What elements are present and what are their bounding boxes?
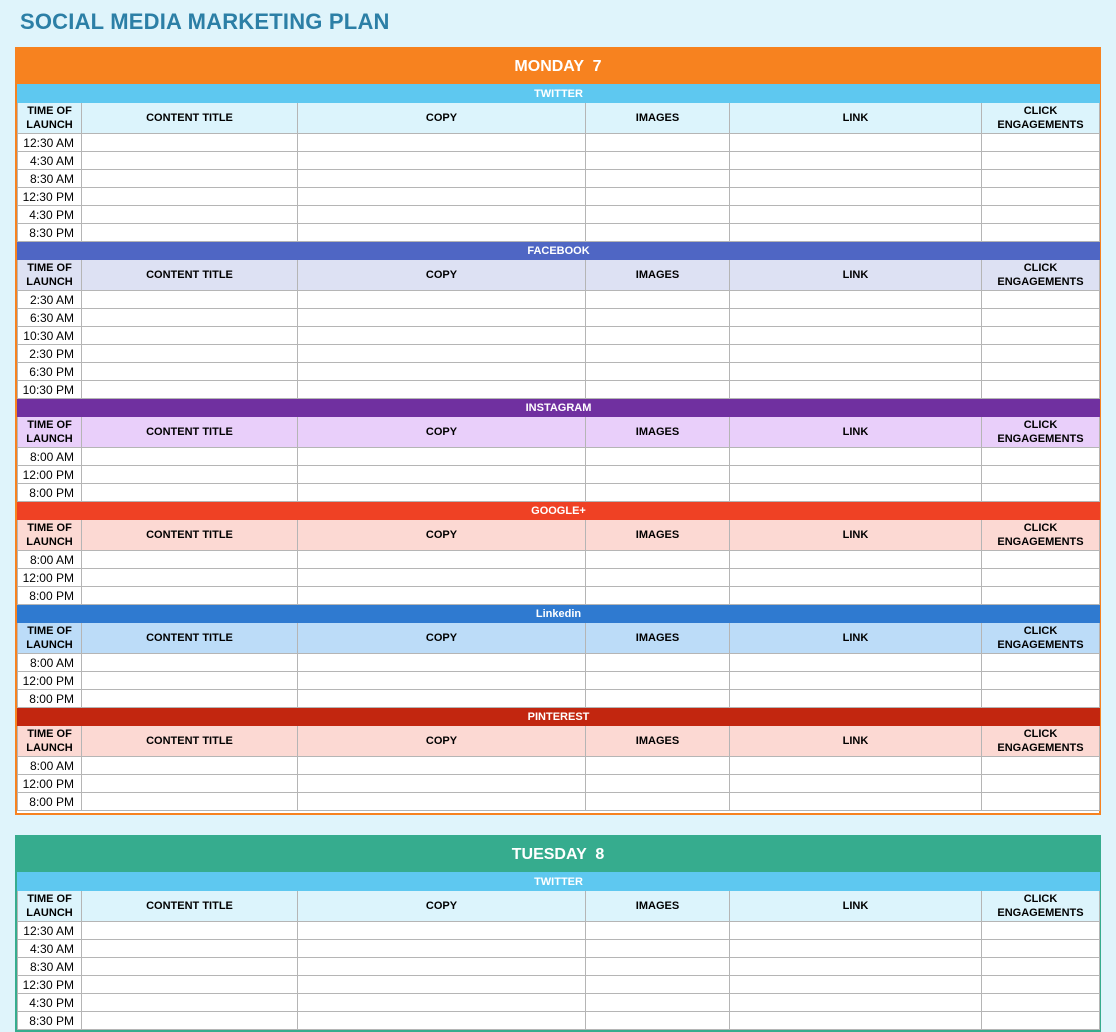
time-cell: 6:30 AM (18, 309, 82, 327)
empty-cell[interactable] (586, 381, 730, 399)
column-header-row (18, 726, 1100, 757)
empty-cell[interactable] (82, 345, 298, 363)
column-header: CONTENT TITLE (82, 103, 298, 134)
column-header: IMAGES (586, 520, 730, 551)
column-header-row (18, 623, 1100, 654)
empty-cell[interactable] (982, 327, 1100, 345)
time-cell: 8:00 PM (18, 587, 82, 605)
column-header: CLICK ENGAGEMENTS (982, 726, 1100, 757)
time-cell: 2:30 PM (18, 345, 82, 363)
empty-cell[interactable] (730, 672, 982, 690)
time-cell: 8:00 AM (18, 654, 82, 672)
empty-cell[interactable] (730, 940, 982, 958)
column-header: CLICK ENGAGEMENTS (982, 623, 1100, 654)
empty-cell[interactable] (82, 587, 298, 605)
empty-cell[interactable] (298, 345, 586, 363)
empty-cell[interactable] (82, 170, 298, 188)
table-row (18, 206, 1100, 224)
table-row (18, 188, 1100, 206)
day-section (15, 835, 1101, 1032)
empty-cell[interactable] (982, 587, 1100, 605)
time-cell: 12:00 PM (18, 775, 82, 793)
empty-cell[interactable] (298, 484, 586, 502)
empty-cell[interactable] (298, 206, 586, 224)
empty-cell[interactable] (982, 363, 1100, 381)
table-row (18, 363, 1100, 381)
empty-cell[interactable] (298, 569, 586, 587)
empty-cell[interactable] (82, 327, 298, 345)
empty-cell[interactable] (586, 309, 730, 327)
column-header: CONTENT TITLE (82, 726, 298, 757)
empty-cell[interactable] (982, 206, 1100, 224)
column-header: LINK (730, 623, 982, 654)
empty-cell[interactable] (730, 466, 982, 484)
empty-cell[interactable] (298, 466, 586, 484)
empty-cell[interactable] (82, 484, 298, 502)
empty-cell[interactable] (82, 1012, 298, 1030)
empty-cell[interactable] (982, 448, 1100, 466)
empty-cell[interactable] (982, 188, 1100, 206)
empty-cell[interactable] (82, 448, 298, 466)
column-header: COPY (298, 260, 586, 291)
table-row (18, 224, 1100, 242)
empty-cell[interactable] (730, 363, 982, 381)
empty-cell[interactable] (82, 466, 298, 484)
column-header: IMAGES (586, 891, 730, 922)
day-section (15, 47, 1101, 815)
empty-cell[interactable] (82, 793, 298, 811)
empty-cell[interactable] (586, 466, 730, 484)
empty-cell[interactable] (982, 551, 1100, 569)
empty-cell[interactable] (586, 291, 730, 309)
empty-cell[interactable] (730, 976, 982, 994)
empty-cell[interactable] (982, 1012, 1100, 1030)
empty-cell[interactable] (82, 551, 298, 569)
table-row (18, 309, 1100, 327)
time-cell: 8:30 AM (18, 170, 82, 188)
empty-cell[interactable] (298, 224, 586, 242)
platform-label: PINTEREST (18, 708, 1100, 726)
column-header: LINK (730, 520, 982, 551)
column-header: COPY (298, 520, 586, 551)
empty-cell[interactable] (586, 976, 730, 994)
column-header-row (18, 260, 1100, 291)
empty-cell[interactable] (730, 994, 982, 1012)
column-header: CLICK ENGAGEMENTS (982, 417, 1100, 448)
time-cell: 8:00 PM (18, 690, 82, 708)
platform-row (18, 502, 1100, 520)
empty-cell[interactable] (82, 654, 298, 672)
time-cell: 8:00 PM (18, 793, 82, 811)
empty-cell[interactable] (730, 188, 982, 206)
table-row (18, 1012, 1100, 1030)
empty-cell[interactable] (82, 134, 298, 152)
time-cell: 8:00 AM (18, 551, 82, 569)
table-row (18, 448, 1100, 466)
table-row (18, 793, 1100, 811)
empty-cell[interactable] (982, 170, 1100, 188)
empty-cell[interactable] (82, 224, 298, 242)
platform-row (18, 605, 1100, 623)
empty-cell[interactable] (730, 224, 982, 242)
column-header: COPY (298, 623, 586, 654)
day-header: TUESDAY 8 (17, 837, 1099, 872)
column-header: IMAGES (586, 623, 730, 654)
table-row (18, 381, 1100, 399)
empty-cell[interactable] (82, 291, 298, 309)
empty-cell[interactable] (82, 690, 298, 708)
page-title: SOCIAL MEDIA MARKETING PLAN (20, 9, 390, 34)
empty-cell[interactable] (730, 958, 982, 976)
empty-cell[interactable] (298, 170, 586, 188)
empty-cell[interactable] (586, 994, 730, 1012)
platform-row (18, 399, 1100, 417)
column-header: TIME OF LAUNCH (18, 726, 82, 757)
empty-cell[interactable] (586, 569, 730, 587)
time-cell: 8:30 AM (18, 958, 82, 976)
platform-label: TWITTER (18, 873, 1100, 891)
empty-cell[interactable] (982, 381, 1100, 399)
empty-cell[interactable] (982, 466, 1100, 484)
schedule-table (17, 84, 1100, 811)
empty-cell[interactable] (730, 381, 982, 399)
column-header: CLICK ENGAGEMENTS (982, 260, 1100, 291)
schedule-table (17, 872, 1100, 1030)
column-header: CONTENT TITLE (82, 520, 298, 551)
empty-cell[interactable] (82, 152, 298, 170)
empty-cell[interactable] (82, 309, 298, 327)
empty-cell[interactable] (982, 940, 1100, 958)
empty-cell[interactable] (586, 206, 730, 224)
empty-cell[interactable] (298, 327, 586, 345)
empty-cell[interactable] (730, 690, 982, 708)
empty-cell[interactable] (82, 940, 298, 958)
empty-cell[interactable] (586, 654, 730, 672)
empty-cell[interactable] (586, 484, 730, 502)
empty-cell[interactable] (298, 672, 586, 690)
empty-cell[interactable] (982, 994, 1100, 1012)
time-cell: 12:30 AM (18, 134, 82, 152)
empty-cell[interactable] (586, 327, 730, 345)
empty-cell[interactable] (586, 672, 730, 690)
time-cell: 12:00 PM (18, 569, 82, 587)
empty-cell[interactable] (298, 994, 586, 1012)
day-header: MONDAY 7 (17, 49, 1099, 84)
table-row (18, 672, 1100, 690)
empty-cell[interactable] (982, 793, 1100, 811)
empty-cell[interactable] (298, 958, 586, 976)
empty-cell[interactable] (82, 569, 298, 587)
column-header: IMAGES (586, 417, 730, 448)
empty-cell[interactable] (730, 551, 982, 569)
empty-cell[interactable] (586, 224, 730, 242)
empty-cell[interactable] (82, 976, 298, 994)
table-row (18, 757, 1100, 775)
empty-cell[interactable] (82, 188, 298, 206)
empty-cell[interactable] (586, 587, 730, 605)
time-cell: 4:30 PM (18, 206, 82, 224)
empty-cell[interactable] (586, 152, 730, 170)
platform-row (18, 873, 1100, 891)
empty-cell[interactable] (730, 448, 982, 466)
table-row (18, 922, 1100, 940)
empty-cell[interactable] (730, 484, 982, 502)
empty-cell[interactable] (730, 152, 982, 170)
empty-cell[interactable] (586, 757, 730, 775)
empty-cell[interactable] (298, 587, 586, 605)
time-cell: 12:30 PM (18, 976, 82, 994)
empty-cell[interactable] (298, 152, 586, 170)
time-cell: 4:30 PM (18, 994, 82, 1012)
time-cell: 12:00 PM (18, 672, 82, 690)
column-header-row (18, 103, 1100, 134)
empty-cell[interactable] (730, 309, 982, 327)
empty-cell[interactable] (298, 188, 586, 206)
table-row (18, 291, 1100, 309)
empty-cell[interactable] (586, 188, 730, 206)
empty-cell[interactable] (730, 206, 982, 224)
empty-cell[interactable] (982, 134, 1100, 152)
column-header: LINK (730, 417, 982, 448)
empty-cell[interactable] (298, 654, 586, 672)
table-row (18, 466, 1100, 484)
table-row (18, 940, 1100, 958)
empty-cell[interactable] (982, 690, 1100, 708)
empty-cell[interactable] (298, 793, 586, 811)
empty-cell[interactable] (730, 793, 982, 811)
empty-cell[interactable] (586, 775, 730, 793)
empty-cell[interactable] (298, 381, 586, 399)
empty-cell[interactable] (298, 363, 586, 381)
empty-cell[interactable] (982, 672, 1100, 690)
empty-cell[interactable] (982, 291, 1100, 309)
column-header: TIME OF LAUNCH (18, 520, 82, 551)
time-cell: 4:30 AM (18, 152, 82, 170)
column-header: COPY (298, 726, 586, 757)
empty-cell[interactable] (730, 587, 982, 605)
table-row (18, 327, 1100, 345)
empty-cell[interactable] (730, 291, 982, 309)
platform-row (18, 242, 1100, 260)
column-header: TIME OF LAUNCH (18, 623, 82, 654)
empty-cell[interactable] (298, 775, 586, 793)
time-cell: 10:30 AM (18, 327, 82, 345)
empty-cell[interactable] (82, 757, 298, 775)
table-row (18, 958, 1100, 976)
empty-cell[interactable] (586, 958, 730, 976)
empty-cell[interactable] (586, 922, 730, 940)
time-cell: 12:30 AM (18, 922, 82, 940)
empty-cell[interactable] (298, 922, 586, 940)
column-header: IMAGES (586, 726, 730, 757)
column-header: COPY (298, 891, 586, 922)
table-row (18, 690, 1100, 708)
empty-cell[interactable] (298, 757, 586, 775)
time-cell: 6:30 PM (18, 363, 82, 381)
empty-cell[interactable] (730, 569, 982, 587)
table-row (18, 345, 1100, 363)
column-header: CLICK ENGAGEMENTS (982, 891, 1100, 922)
table-row (18, 551, 1100, 569)
column-header-row (18, 417, 1100, 448)
empty-cell[interactable] (730, 327, 982, 345)
column-header: TIME OF LAUNCH (18, 891, 82, 922)
empty-cell[interactable] (586, 551, 730, 569)
empty-cell[interactable] (82, 994, 298, 1012)
column-header: CLICK ENGAGEMENTS (982, 520, 1100, 551)
empty-cell[interactable] (730, 170, 982, 188)
empty-cell[interactable] (586, 1012, 730, 1030)
empty-cell[interactable] (298, 291, 586, 309)
table-row (18, 994, 1100, 1012)
platform-label: GOOGLE+ (18, 502, 1100, 520)
empty-cell[interactable] (982, 152, 1100, 170)
empty-cell[interactable] (982, 654, 1100, 672)
empty-cell[interactable] (82, 672, 298, 690)
empty-cell[interactable] (586, 793, 730, 811)
empty-cell[interactable] (982, 922, 1100, 940)
column-header: CONTENT TITLE (82, 891, 298, 922)
empty-cell[interactable] (82, 958, 298, 976)
empty-cell[interactable] (982, 757, 1100, 775)
empty-cell[interactable] (586, 690, 730, 708)
empty-cell[interactable] (298, 134, 586, 152)
column-header: LINK (730, 260, 982, 291)
empty-cell[interactable] (586, 940, 730, 958)
column-header: TIME OF LAUNCH (18, 103, 82, 134)
empty-cell[interactable] (730, 1012, 982, 1030)
empty-cell[interactable] (730, 134, 982, 152)
empty-cell[interactable] (298, 690, 586, 708)
table-row (18, 170, 1100, 188)
platform-label: TWITTER (18, 85, 1100, 103)
platform-label: FACEBOOK (18, 242, 1100, 260)
empty-cell[interactable] (982, 976, 1100, 994)
empty-cell[interactable] (586, 363, 730, 381)
column-header: TIME OF LAUNCH (18, 417, 82, 448)
time-cell: 8:00 PM (18, 484, 82, 502)
empty-cell[interactable] (730, 775, 982, 793)
table-row (18, 152, 1100, 170)
table-row (18, 569, 1100, 587)
table-row (18, 654, 1100, 672)
empty-cell[interactable] (298, 940, 586, 958)
table-row (18, 134, 1100, 152)
empty-cell[interactable] (982, 569, 1100, 587)
table-row (18, 976, 1100, 994)
empty-cell[interactable] (298, 976, 586, 994)
time-cell: 2:30 AM (18, 291, 82, 309)
empty-cell[interactable] (982, 345, 1100, 363)
empty-cell[interactable] (982, 309, 1100, 327)
time-cell: 12:00 PM (18, 466, 82, 484)
column-header: TIME OF LAUNCH (18, 260, 82, 291)
column-header: LINK (730, 891, 982, 922)
column-header: CONTENT TITLE (82, 260, 298, 291)
column-header: CONTENT TITLE (82, 623, 298, 654)
platform-row (18, 85, 1100, 103)
column-header: COPY (298, 417, 586, 448)
empty-cell[interactable] (298, 309, 586, 327)
platform-label: INSTAGRAM (18, 399, 1100, 417)
empty-cell[interactable] (730, 757, 982, 775)
empty-cell[interactable] (298, 551, 586, 569)
empty-cell[interactable] (730, 654, 982, 672)
empty-cell[interactable] (82, 775, 298, 793)
platform-label: Linkedin (18, 605, 1100, 623)
column-header: IMAGES (586, 103, 730, 134)
empty-cell[interactable] (982, 775, 1100, 793)
time-cell: 8:30 PM (18, 224, 82, 242)
empty-cell[interactable] (82, 922, 298, 940)
column-header: COPY (298, 103, 586, 134)
time-cell: 4:30 AM (18, 940, 82, 958)
empty-cell[interactable] (586, 134, 730, 152)
empty-cell[interactable] (298, 448, 586, 466)
table-row (18, 775, 1100, 793)
time-cell: 8:30 PM (18, 1012, 82, 1030)
platform-row (18, 708, 1100, 726)
empty-cell[interactable] (982, 224, 1100, 242)
empty-cell[interactable] (82, 206, 298, 224)
column-header: LINK (730, 103, 982, 134)
empty-cell[interactable] (730, 345, 982, 363)
time-cell: 10:30 PM (18, 381, 82, 399)
time-cell: 8:00 AM (18, 757, 82, 775)
empty-cell[interactable] (586, 448, 730, 466)
column-header: IMAGES (586, 260, 730, 291)
empty-cell[interactable] (82, 363, 298, 381)
column-header-row (18, 891, 1100, 922)
empty-cell[interactable] (982, 958, 1100, 976)
column-header-row (18, 520, 1100, 551)
time-cell: 12:30 PM (18, 188, 82, 206)
column-header: CONTENT TITLE (82, 417, 298, 448)
column-header: CLICK ENGAGEMENTS (982, 103, 1100, 134)
table-row (18, 587, 1100, 605)
empty-cell[interactable] (730, 922, 982, 940)
empty-cell[interactable] (586, 345, 730, 363)
column-header: LINK (730, 726, 982, 757)
empty-cell[interactable] (82, 381, 298, 399)
empty-cell[interactable] (982, 484, 1100, 502)
time-cell: 8:00 AM (18, 448, 82, 466)
table-row (18, 484, 1100, 502)
empty-cell[interactable] (298, 1012, 586, 1030)
empty-cell[interactable] (586, 170, 730, 188)
